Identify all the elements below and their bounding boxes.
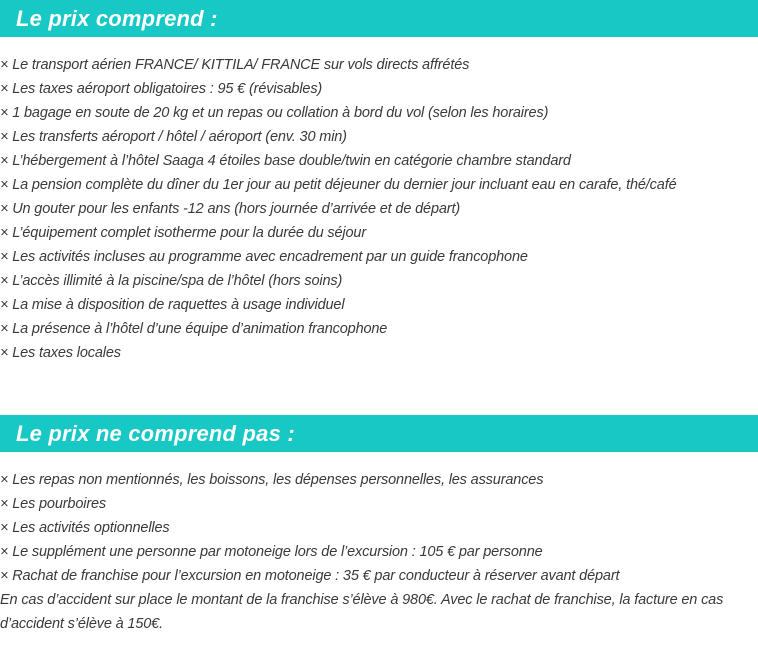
excluded-section-header: [0, 415, 758, 452]
included-item: × Un gouter pour les enfants -12 ans (hors journée d’arrivée et de départ): [0, 201, 461, 217]
included-item: × 1 bagage en soute de 20 kg et un repas ou collation à bord du vol (selon les horaires): [0, 105, 549, 121]
included-items-list: [0, 53, 758, 365]
franchise-note: En cas d’accident sur place le montant de la franchise s’élève à 980€. Avec le rachat de franchise, la facture en cas d’accident s’élève à 150€.: [0, 592, 724, 632]
included-item: × L’équipement complet isotherme pour la durée du séjour: [0, 225, 367, 241]
included-item: × La pension complète du dîner du 1er jour au petit déjeuner du dernier jour incluant eau en carafe, thé/café: [0, 177, 677, 193]
included-item: × Les taxes locales: [0, 345, 121, 361]
included-item: × Les activités incluses au programme avec encadrement par un guide francophone: [0, 249, 528, 265]
included-item: × Le transport aérien FRANCE/ KITTILA/ FRANCE sur vols directs affrétés: [0, 57, 470, 73]
excluded-items-list: [0, 468, 758, 588]
excluded-item: × Les repas non mentionnés, les boissons, les dépenses personnelles, les assurances: [0, 472, 544, 488]
excluded-item: × Les activités optionnelles: [0, 520, 170, 536]
included-item: × La présence à l’hôtel d’une équipe d’animation francophone: [0, 321, 388, 337]
included-item: × L’hébergement à l’hôtel Saaga 4 étoiles base double/twin en catégorie chambre standard: [0, 153, 571, 169]
included-item: × L’accès illimité à la piscine/spa de l’hôtel (hors soins): [0, 273, 343, 289]
included-item: × Les transferts aéroport / hôtel / aéroport (env. 30 min): [0, 129, 347, 145]
excluded-section-title: Le prix ne comprend pas :: [16, 420, 295, 446]
excluded-item: × Rachat de franchise pour l’excursion en motoneige : 35 € par conducteur à réserver avant départ: [0, 568, 620, 584]
included-item: × La mise à disposition de raquettes à usage individuel: [0, 297, 345, 313]
included-item: × Les taxes aéroport obligatoires : 95 € (révisables): [0, 81, 323, 97]
included-section-header: [0, 0, 758, 37]
included-section-title: Le prix comprend :: [16, 5, 218, 31]
excluded-item: × Le supplément une personne par motoneige lors de l’excursion : 105 € par personne: [0, 544, 543, 560]
excluded-item: × Les pourboires: [0, 496, 107, 512]
